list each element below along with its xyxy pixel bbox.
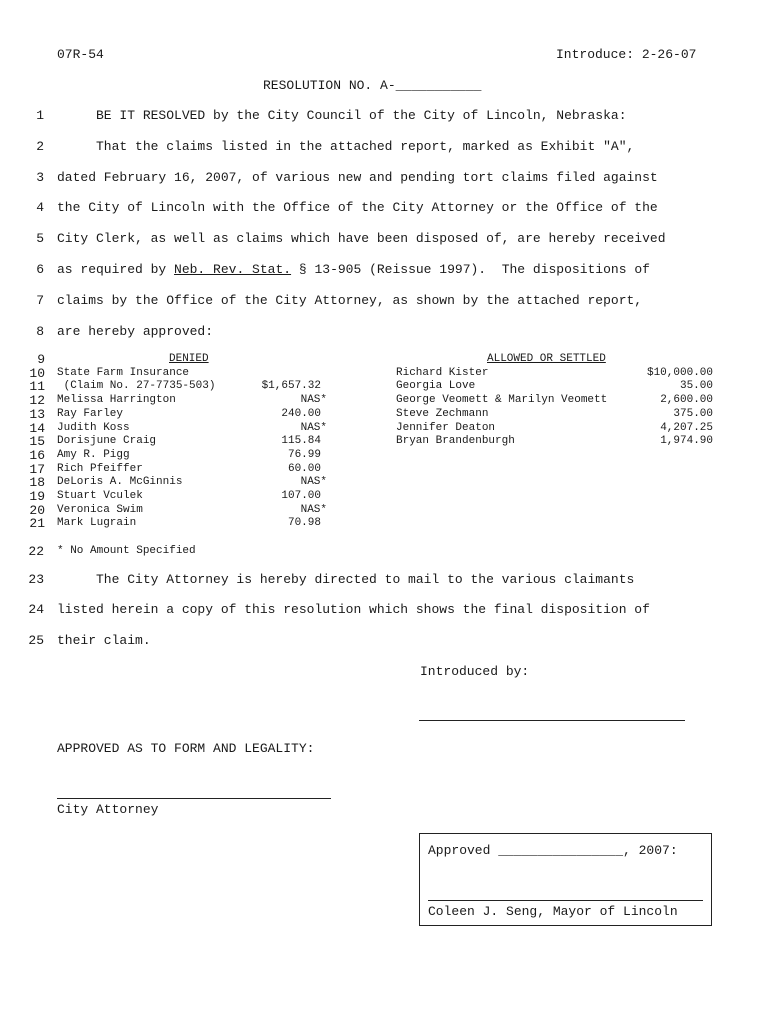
allowed-claimant: Bryan Brandenburgh: [396, 435, 515, 448]
body-text: as required by: [57, 262, 175, 277]
line-number: 19: [29, 489, 45, 504]
body-line: are hereby approved:: [57, 324, 214, 339]
line-number: 2: [36, 139, 44, 154]
line-number: 15: [29, 434, 45, 450]
mayor-name: Coleen J. Seng, Mayor of Lincoln: [428, 904, 678, 919]
allowed-amount: 375.00: [673, 407, 713, 420]
line-number: 4: [36, 200, 44, 215]
denied-amount: NAS*: [300, 503, 327, 516]
line-number: 3: [36, 170, 44, 185]
body-line: claims by the Office of the City Attorney, as shown by the attached report,: [57, 293, 643, 308]
denied-amount: 76.99: [287, 448, 321, 461]
denied-claimant: Mark Lugrain: [57, 517, 137, 530]
line-number: 1: [36, 108, 44, 123]
denied-claimant: Amy R. Pigg: [57, 448, 130, 461]
denied-amount: NAS*: [300, 421, 327, 434]
allowed-claimant: Steve Zechmann: [396, 407, 489, 420]
line-number: 17: [29, 461, 45, 477]
line-number: 14: [29, 420, 45, 436]
line-number: 23: [28, 572, 44, 587]
denied-amount: NAS*: [300, 394, 327, 407]
introducer-signature-line: [419, 720, 685, 721]
denied-claimant: Veronica Swim: [57, 503, 143, 516]
introduced-by-label: Introduced by:: [420, 664, 530, 679]
denied-amount: 115.84: [281, 435, 321, 448]
allowed-claimant: Richard Kister: [396, 366, 489, 379]
line-number: 12: [29, 393, 45, 409]
body-line: That the claims listed in the attached report, marked as Exhibit "A",: [57, 139, 635, 154]
line-number: 20: [29, 502, 45, 518]
denied-claimant: Judith Koss: [57, 421, 130, 434]
allowed-claimant: Jennifer Deaton: [396, 421, 496, 434]
allowed-amount: $10,000.00: [646, 366, 713, 379]
body-line: their claim.: [57, 633, 151, 648]
denied-claimant: State Farm Insurance: [57, 366, 190, 379]
line-number: 8: [36, 324, 44, 339]
body-line: listed herein a copy of this resolution which shows the final disposition of: [57, 602, 650, 617]
allowed-claimant: George Veomett & Marilyn Veomett: [396, 394, 608, 407]
mayor-signature-line: [428, 900, 703, 901]
denied-amount: 107.00: [281, 490, 321, 502]
allowed-header: ALLOWED OR SETTLED: [487, 353, 606, 365]
line-number: 6: [36, 262, 44, 277]
city-attorney-label: City Attorney: [57, 802, 159, 817]
line-number: 16: [29, 447, 45, 463]
denied-claimant: (Claim No. 27-7735-503): [57, 380, 216, 393]
mayor-approval-box: [419, 833, 712, 926]
allowed-amount: 2,600.00: [660, 394, 713, 407]
denied-header: DENIED: [169, 353, 209, 365]
denied-claimant: DeLoris A. McGinnis: [57, 476, 183, 489]
denied-amount: $1,657.32: [261, 380, 321, 393]
introduce-date: Introduce: 2-26-07: [556, 47, 697, 62]
denied-amount: 240.00: [281, 407, 321, 420]
line-number: 18: [29, 475, 45, 491]
line-number: 9: [37, 352, 45, 367]
line-number: 7: [36, 293, 44, 308]
allowed-amount: 4,207.25: [660, 421, 713, 434]
denied-claimant: Stuart Vculek: [57, 490, 143, 502]
body-line: dated February 16, 2007, of various new and pending tort claims filed against: [57, 170, 658, 185]
footnote: * No Amount Specified: [57, 545, 196, 557]
denied-amount: NAS*: [300, 476, 327, 489]
line-number: 21: [29, 516, 45, 532]
denied-amount: 70.98: [287, 517, 321, 530]
line-number: 22: [28, 544, 44, 559]
line-number: 5: [36, 231, 44, 246]
mayor-approved-line: Approved ________________, 2007:: [428, 843, 678, 858]
line-number: 10: [29, 365, 45, 381]
body-line: The City Attorney is hereby directed to mail to the various claimants: [57, 572, 635, 587]
denied-claimant: Melissa Harrington: [57, 394, 176, 407]
document-number: 07R-54: [57, 47, 104, 62]
allowed-amount: 35.00: [679, 380, 713, 393]
denied-claimant: Rich Pfeiffer: [57, 462, 143, 475]
body-line-statute: [57, 262, 650, 277]
denied-amount: 60.00: [287, 462, 321, 475]
denied-claimant: Dorisjune Craig: [57, 435, 157, 448]
approved-form-label: APPROVED AS TO FORM AND LEGALITY:: [57, 741, 315, 756]
denied-claimant: Ray Farley: [57, 407, 124, 420]
allowed-amount: 1,974.90: [660, 435, 713, 448]
allowed-claimant: Georgia Love: [396, 380, 476, 393]
body-line: City Clerk, as well as claims which have been disposed of, are hereby received: [57, 231, 666, 246]
body-line: the City of Lincoln with the Office of the City Attorney or the Office of the: [57, 200, 658, 215]
line-number: 13: [29, 406, 45, 422]
resolution-title: RESOLUTION NO. A-___________: [263, 78, 482, 93]
line-number: 24: [28, 602, 44, 617]
body-text: § 13-905 (Reissue 1997). The dispositions of: [291, 262, 650, 277]
body-line: BE IT RESOLVED by the City Council of the City of Lincoln, Nebraska:: [57, 108, 627, 123]
attorney-signature-line: [57, 798, 331, 799]
statute-citation: Neb. Rev. Stat.: [174, 262, 292, 277]
line-number: 25: [28, 633, 44, 648]
line-number: 11: [29, 379, 45, 395]
